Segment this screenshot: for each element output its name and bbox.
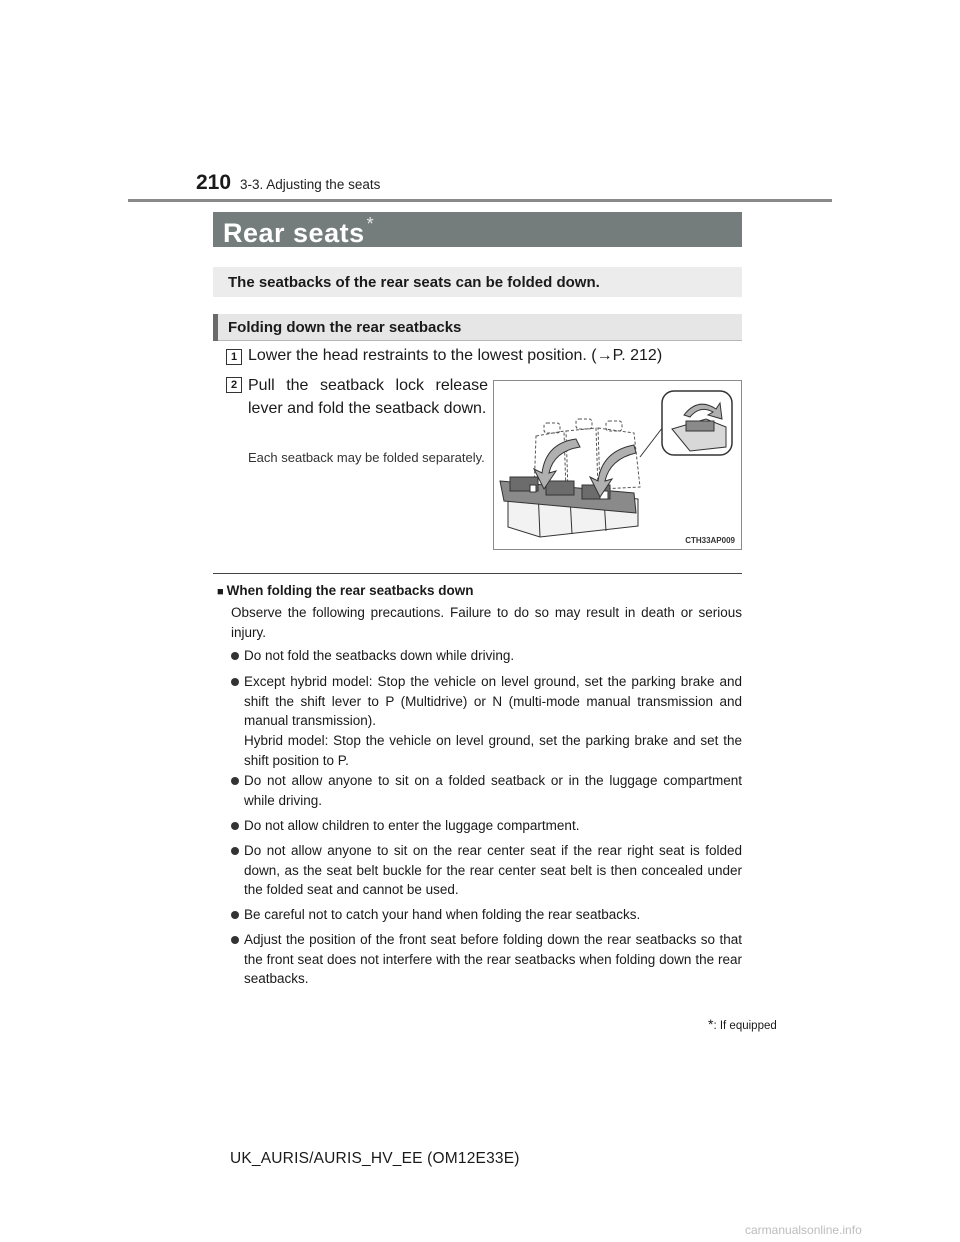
bullet-icon (231, 777, 239, 785)
footnote-text: : If equipped (713, 1020, 777, 1032)
warning-item (231, 672, 742, 771)
warning-item-text: Do not allow anyone to sit on the rear center seat if the rear right seat is folded down, as the seat belt buckle for the rear center seat belt is then concealed under the folded seat and cannot be used. (244, 843, 742, 898)
figure-code: CTH33AP009 (685, 536, 735, 545)
footnote (708, 1016, 777, 1032)
warning-heading (217, 583, 473, 598)
warning-intro: Observe the following precautions. Failure to do so may result in death or serious injury. (231, 605, 742, 640)
warning-item (231, 905, 742, 925)
warning-item-text: Do not allow children to enter the luggage compartment. (244, 818, 580, 833)
bullet-icon (231, 652, 239, 660)
warning-item-text: Adjust the position of the front seat before folding down the rear seatbacks so that the front seat does not interfere with the rear seatbacks when folding down the rear seatbacks. (244, 932, 742, 987)
warning-item-text: Be careful not to catch your hand when folding the rear seatbacks. (244, 907, 641, 922)
warning-item (231, 841, 742, 900)
seat-illustration (493, 380, 742, 550)
equipped-mark: * (708, 1016, 714, 1032)
warning-item-text: Do not allow anyone to sit on a folded seatback or in the luggage compartment while driving. (244, 773, 742, 808)
warning-divider (213, 573, 742, 574)
bullet-icon (231, 678, 239, 686)
step-number-2: 2 (226, 377, 242, 393)
step-text-1: Lower the head restraints to the lowest position. (→P. 212) (248, 347, 663, 364)
warning-item-text: Do not fold the seatbacks down while driving. (244, 648, 515, 663)
square-bullet-icon: ■ (217, 586, 224, 598)
title-bar (213, 212, 742, 247)
bullet-icon (231, 911, 239, 919)
step-number-1: 1 (226, 349, 242, 365)
section-label: 3-3. Adjusting the seats (240, 177, 381, 192)
bullet-icon (231, 936, 239, 944)
page-number: 210 (196, 171, 232, 194)
subsection-accent (213, 314, 218, 341)
page-title-text: Rear seats (223, 218, 365, 248)
bullet-icon (231, 847, 239, 855)
intro-text: The seatbacks of the rear seats can be folded down. (228, 274, 600, 291)
warning-heading-text: When folding the rear seatbacks down (226, 583, 474, 598)
equipped-mark: * (366, 214, 375, 234)
subsection-bar (213, 314, 742, 341)
subsection-title: Folding down the rear seatbacks (228, 319, 462, 336)
bullet-icon (231, 822, 239, 830)
warning-item-text: Hybrid model: Stop the vehicle on level ground, set the parking brake and set the shift position to P. (244, 733, 742, 768)
rear-seat-fold-diagram (494, 381, 741, 549)
header-divider (128, 199, 832, 202)
warning-item (231, 771, 742, 810)
lock-release-inset (662, 391, 732, 455)
step-note-2: Each seatback may be folded separately. (248, 450, 485, 465)
intro-bar (213, 267, 742, 297)
watermark: carmanualsonline.info (745, 1223, 862, 1237)
warning-item (231, 816, 742, 836)
step-text-2: Pull the seatback lock release lever and fold the seatback down. (248, 377, 488, 417)
warning-item (231, 646, 742, 666)
warning-item (231, 930, 742, 989)
manual-code-footer: UK_AURIS/AURIS_HV_EE (OM12E33E) (230, 1150, 520, 1167)
page-title (223, 214, 374, 249)
warning-item-text: Except hybrid model: Stop the vehicle on level ground, set the parking brake and shift the shift lever to P (Multidrive) or N (multi-mode manual transmission and manual transmission). (244, 674, 742, 729)
